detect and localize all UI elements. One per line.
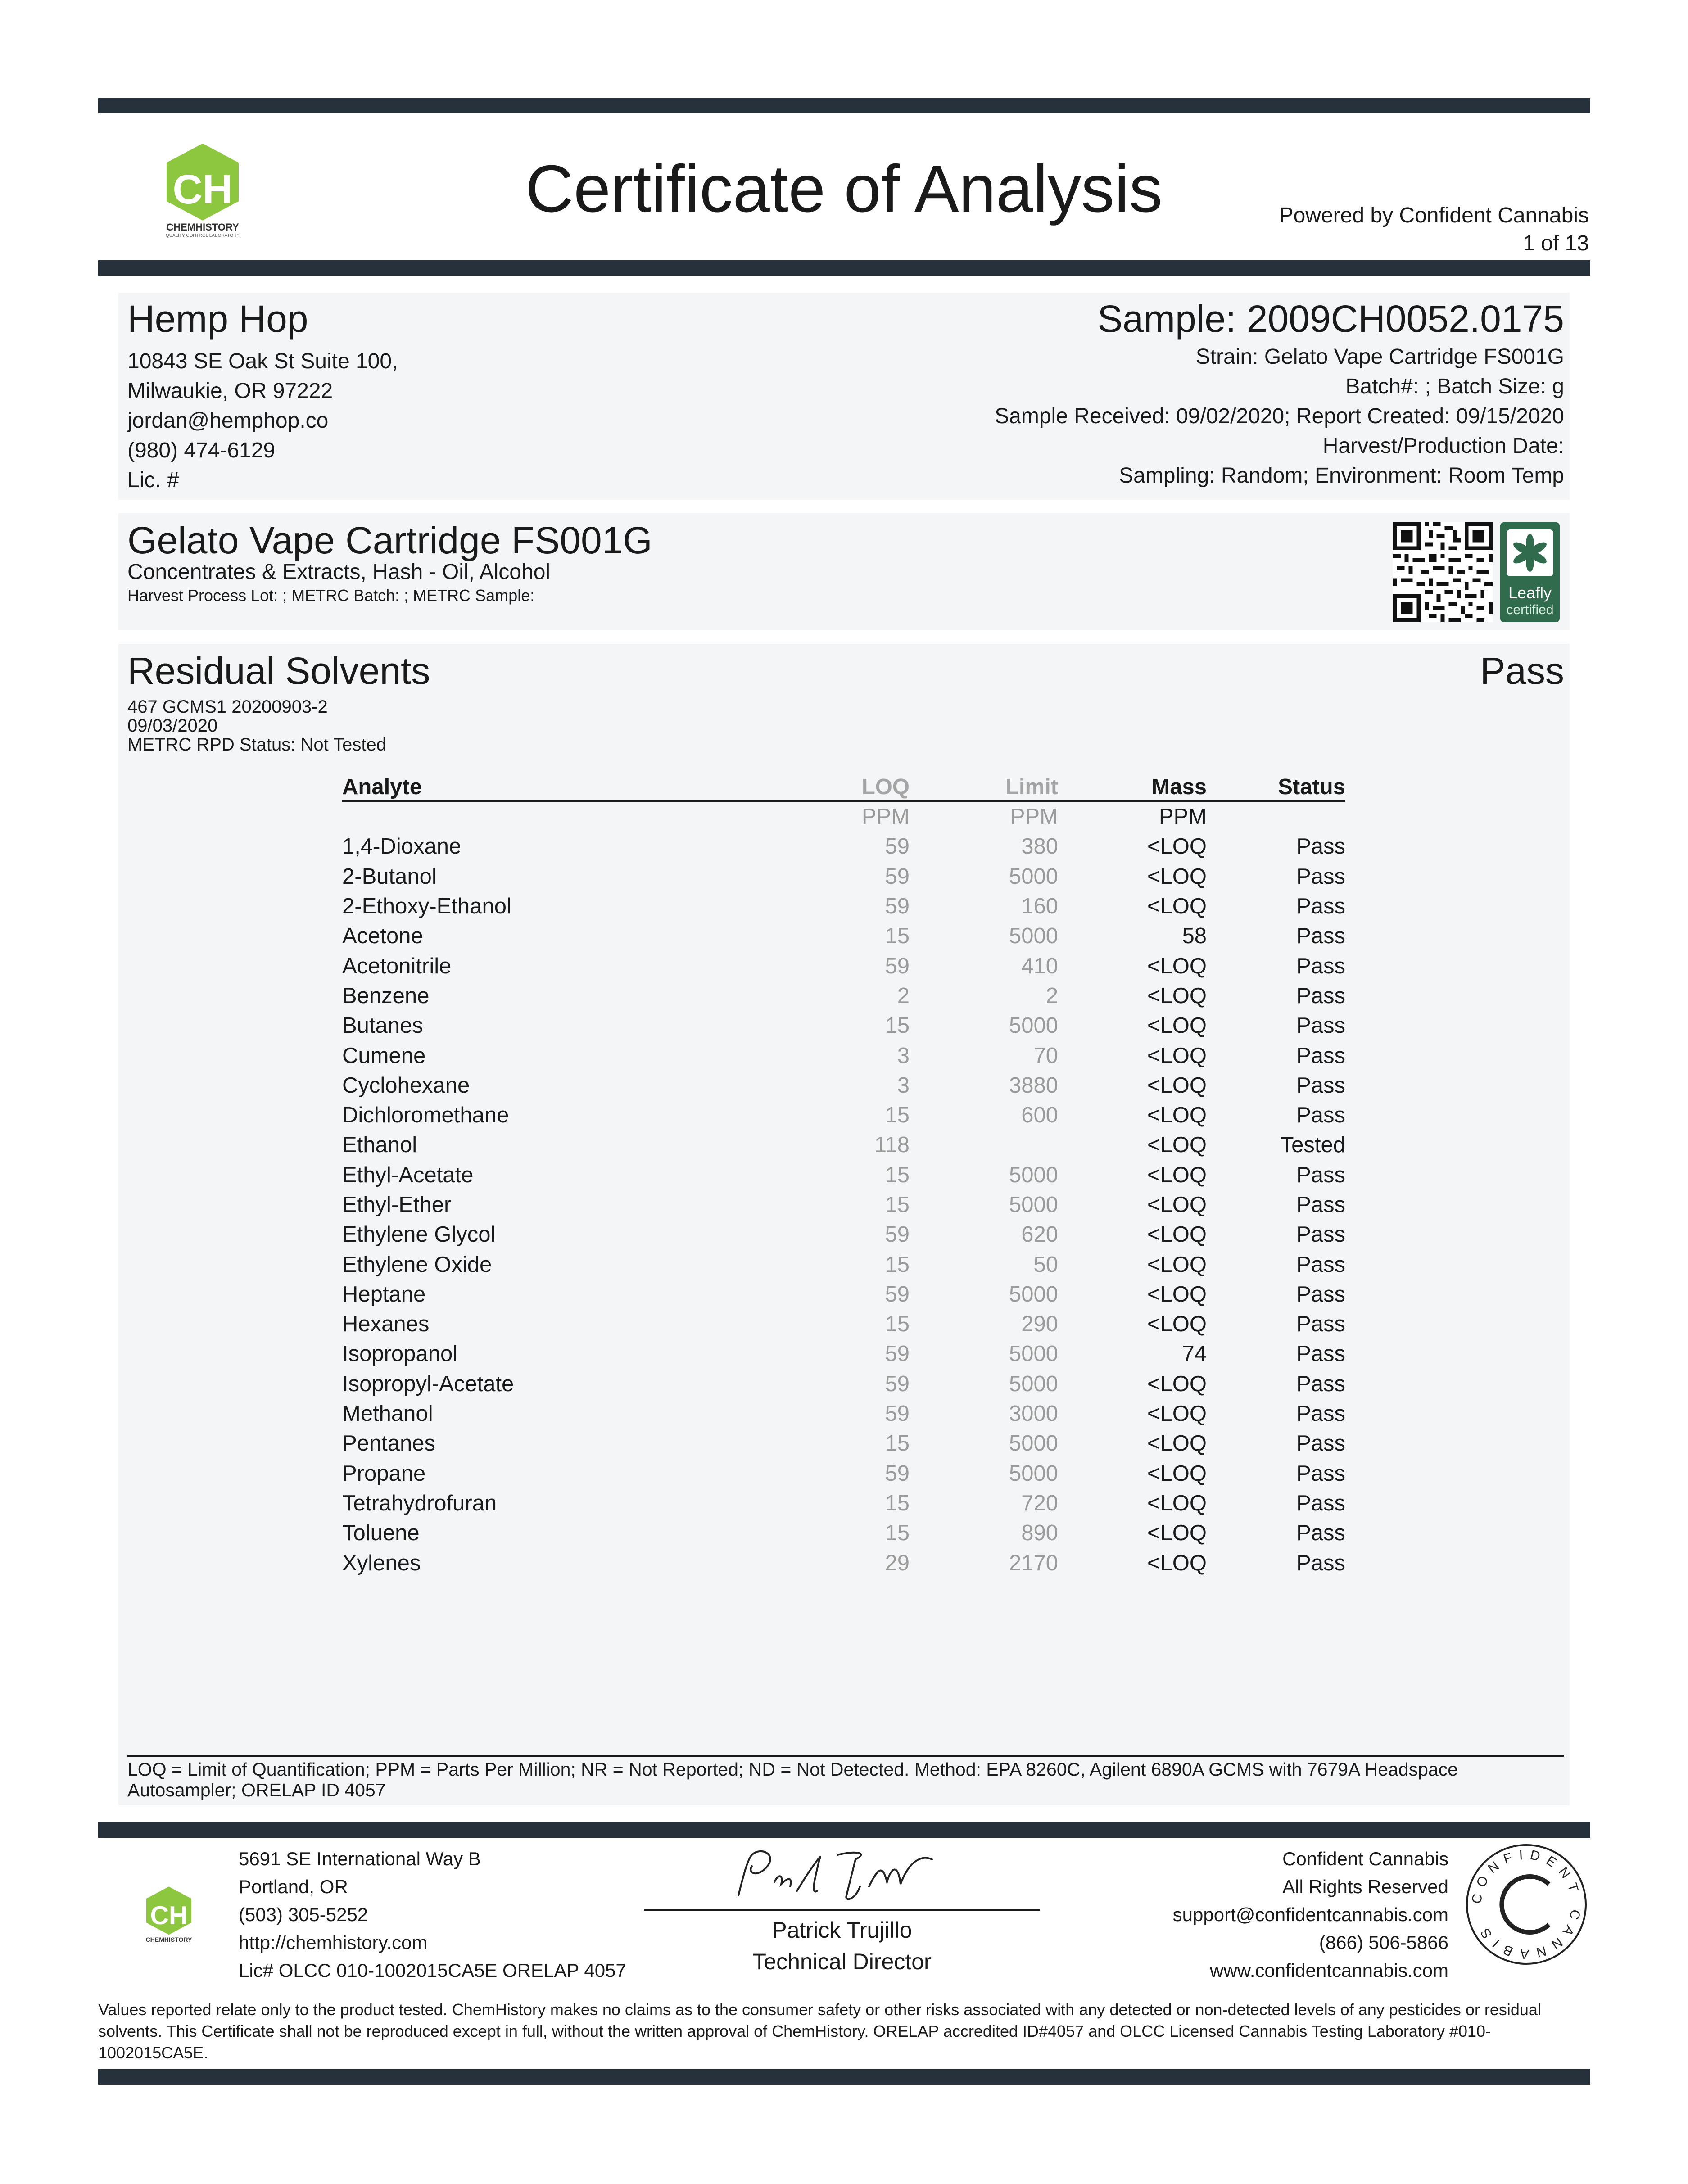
analyte-cell: Propane	[342, 1461, 426, 1486]
analyte-cell: Pentanes	[342, 1431, 436, 1456]
mass-cell: <LOQ	[1147, 1491, 1207, 1515]
leafly-certified-label: certified	[1506, 602, 1554, 617]
loq-cell: 15	[885, 1312, 910, 1337]
logo-subtext: QUALITY CONTROL LABORATORY	[166, 233, 240, 238]
lab-address-1: 5691 SE International Way B	[239, 1848, 481, 1869]
analyte-cell: Isopropanol	[342, 1342, 458, 1366]
analyte-cell: Xylenes	[342, 1551, 421, 1575]
table-row	[342, 1071, 1345, 1100]
mass-cell: <LOQ	[1147, 1252, 1207, 1277]
powered-by	[1279, 202, 1589, 258]
sample-strain: Strain: Gelato Vape Cartridge FS001G	[1195, 345, 1564, 369]
col-status: Status	[1207, 774, 1345, 801]
signature	[720, 1841, 955, 1909]
client-email: jordan@hemphop.co	[127, 409, 329, 433]
table-row	[342, 1429, 1345, 1458]
status-cell: Pass	[1296, 924, 1345, 949]
unit-mass: PPM	[1159, 805, 1207, 829]
table-row	[342, 1399, 1345, 1429]
signature-line	[644, 1909, 1040, 1911]
loq-cell: 59	[885, 1461, 910, 1486]
disclaimer: Values reported relate only to the product tested. ChemHistory makes no claims as to the consumer safety or other risks associated with any detected or non-detected levels of any pesticides or residual solvents. This Certificate shall not be reproduced except in full, without the written approval of ChemHistory. ORELAP accredited ID#4057 and OLCC Licensed Cannabis Testing Laboratory #010-1002015CA5E.	[98, 2000, 1541, 2062]
section-title: Residual Solvents	[127, 650, 430, 692]
analyte-cell: Butanes	[342, 1013, 423, 1038]
analyte-cell: 1,4-Dioxane	[342, 834, 462, 859]
table-row	[342, 1130, 1345, 1160]
loq-cell: 15	[885, 1491, 910, 1515]
status-cell: Pass	[1296, 1103, 1345, 1128]
limit-cell: 290	[1021, 1312, 1058, 1337]
client-phone: (980) 474-6129	[127, 439, 276, 462]
analyte-cell: Ethyl-Ether	[342, 1193, 452, 1217]
mass-cell: <LOQ	[1147, 1133, 1207, 1158]
logo-text: CHEMHISTORY	[166, 222, 239, 233]
status-cell: Pass	[1296, 1252, 1345, 1277]
limit-cell: 5000	[1009, 1371, 1058, 1396]
limit-cell: 5000	[1009, 1461, 1058, 1486]
limit-cell: 5000	[1009, 1013, 1058, 1038]
col-limit: Limit	[910, 774, 1058, 801]
status-cell: Pass	[1296, 1461, 1345, 1486]
limit-cell: 50	[1033, 1252, 1058, 1277]
unit-loq: PPM	[861, 805, 910, 829]
limit-cell: 5000	[1009, 1282, 1058, 1307]
table-row	[342, 1548, 1345, 1578]
leafly-label: Leafly	[1508, 583, 1552, 602]
analyte-cell: Ethylene Oxide	[342, 1252, 492, 1277]
analyte-cell: Acetonitrile	[342, 954, 452, 978]
status-cell: Pass	[1296, 1431, 1345, 1456]
limit-cell: 5000	[1009, 864, 1058, 889]
table-row	[342, 1100, 1345, 1130]
limit-cell: 5000	[1009, 924, 1058, 949]
sample-batch: Batch#: ; Batch Size: g	[1345, 375, 1564, 398]
product-name: Gelato Vape Cartridge FS001G	[127, 519, 652, 561]
loq-cell: 3	[897, 1043, 910, 1068]
mass-cell: <LOQ	[1147, 1371, 1207, 1396]
table-row	[342, 1190, 1345, 1220]
leafly-certified-badge	[1500, 522, 1560, 622]
limit-cell: 600	[1021, 1103, 1058, 1128]
client-name: Hemp Hop	[127, 298, 308, 340]
status-cell: Pass	[1296, 1043, 1345, 1068]
status-cell: Pass	[1296, 864, 1345, 889]
mass-cell: <LOQ	[1147, 1551, 1207, 1575]
table-row	[342, 921, 1345, 951]
status-cell: Pass	[1296, 1371, 1345, 1396]
mass-cell: <LOQ	[1147, 1402, 1207, 1426]
mass-cell: <LOQ	[1147, 1222, 1207, 1247]
loq-cell: 59	[885, 834, 910, 859]
loq-cell: 15	[885, 1103, 910, 1128]
status-cell: Pass	[1296, 1551, 1345, 1575]
analyte-cell: Tetrahydrofuran	[342, 1491, 497, 1515]
section-date: 09/03/2020	[127, 716, 218, 736]
lab-phone: (503) 305-5252	[239, 1904, 368, 1925]
status-cell: Pass	[1296, 834, 1345, 859]
mass-cell: <LOQ	[1147, 864, 1207, 889]
limit-cell: 160	[1021, 894, 1058, 919]
table-row	[342, 891, 1345, 921]
table-row	[342, 1518, 1345, 1548]
status-cell: Pass	[1296, 1312, 1345, 1337]
page-number: 1 of 13	[1523, 231, 1589, 255]
mass-cell: <LOQ	[1147, 1043, 1207, 1068]
analyte-cell: Hexanes	[342, 1312, 430, 1337]
cc-email[interactable]: support@confidentcannabis.com	[1172, 1904, 1448, 1925]
status-cell: Pass	[1296, 1193, 1345, 1217]
col-loq: LOQ	[747, 774, 910, 801]
cc-phone: (866) 506-5866	[1319, 1932, 1448, 1953]
loq-cell: 15	[885, 1193, 910, 1217]
table-row	[342, 1309, 1345, 1339]
mass-cell: <LOQ	[1147, 1312, 1207, 1337]
loq-cell: 15	[885, 924, 910, 949]
header-bar	[98, 260, 1590, 276]
mass-cell: <LOQ	[1147, 1162, 1207, 1187]
cc-website[interactable]: www.confidentcannabis.com	[1210, 1960, 1448, 1981]
status-cell: Tested	[1280, 1133, 1345, 1158]
status-cell: Pass	[1296, 1342, 1345, 1366]
sample-id: Sample: 2009CH0052.0175	[1097, 298, 1564, 340]
table-row	[342, 1488, 1345, 1518]
lab-license: Lic# OLCC 010-1002015CA5E ORELAP 4057	[239, 1960, 626, 1981]
loq-cell: 15	[885, 1013, 910, 1038]
mass-cell: 74	[1182, 1342, 1207, 1366]
limit-cell: 5000	[1009, 1342, 1058, 1366]
qr-code-icon	[1392, 522, 1493, 622]
section-run-id: 467 GCMS1 20200903-2	[127, 697, 328, 717]
limit-cell: 3880	[1009, 1073, 1058, 1098]
section-metrc-status: METRC RPD Status: Not Tested	[127, 735, 386, 755]
table-row	[342, 1280, 1345, 1309]
table-row	[342, 951, 1345, 981]
table-row	[342, 1011, 1345, 1040]
client-address-2: Milwaukie, OR 97222	[127, 379, 333, 403]
loq-cell: 59	[885, 1342, 910, 1366]
sample-dates: Sample Received: 09/02/2020; Report Created: 09/15/2020	[995, 404, 1564, 428]
loq-cell: 29	[885, 1551, 910, 1575]
loq-cell: 59	[885, 1371, 910, 1396]
status-cell: Pass	[1296, 954, 1345, 978]
analyte-cell: 2-Ethoxy-Ethanol	[342, 894, 511, 919]
analyte-cell: Methanol	[342, 1402, 433, 1426]
table-row	[342, 862, 1345, 891]
client-address-1: 10843 SE Oak St Suite 100,	[127, 349, 398, 373]
mass-cell: <LOQ	[1147, 1461, 1207, 1486]
limit-cell: 620	[1021, 1222, 1058, 1247]
loq-cell: 59	[885, 1402, 910, 1426]
mass-cell: <LOQ	[1147, 983, 1207, 1008]
status-cell: Pass	[1296, 1402, 1345, 1426]
table-row	[342, 1160, 1345, 1190]
status-cell: Pass	[1296, 1073, 1345, 1098]
mass-cell: <LOQ	[1147, 834, 1207, 859]
limit-cell: 3000	[1009, 1402, 1058, 1426]
table-row	[342, 832, 1345, 861]
loq-cell: 2	[897, 983, 910, 1008]
analyte-cell: Ethanol	[342, 1133, 417, 1158]
mass-cell: <LOQ	[1147, 1521, 1207, 1546]
loq-cell: 118	[874, 1133, 910, 1158]
status-cell: Pass	[1296, 983, 1345, 1008]
results-table	[342, 774, 1345, 1578]
section-status: Pass	[1480, 650, 1564, 692]
col-analyte: Analyte	[342, 774, 747, 801]
top-bar	[98, 98, 1590, 113]
sample-harvest: Harvest/Production Date:	[1322, 434, 1564, 458]
signer-title: Technical Director	[752, 1949, 932, 1974]
table-row	[342, 1249, 1345, 1279]
col-mass: Mass	[1058, 774, 1207, 801]
limit-cell: 380	[1021, 834, 1058, 859]
analyte-cell: Cumene	[342, 1043, 426, 1068]
mass-cell: <LOQ	[1147, 1073, 1207, 1098]
limit-cell: 5000	[1009, 1162, 1058, 1187]
analyte-cell: Benzene	[342, 983, 430, 1008]
unit-analyte	[342, 801, 747, 832]
mass-cell: <LOQ	[1147, 1282, 1207, 1307]
confident-cannabis-seal-icon	[1463, 1841, 1589, 1967]
powered-by-text: Powered by Confident Cannabis	[1279, 203, 1589, 227]
limit-cell: 5000	[1009, 1193, 1058, 1217]
status-cell: Pass	[1296, 894, 1345, 919]
footer-chemhistory-logo	[135, 1886, 203, 1949]
limit-cell: 720	[1021, 1491, 1058, 1515]
table-row	[342, 1040, 1345, 1070]
mass-cell: <LOQ	[1147, 1431, 1207, 1456]
limit-cell: 890	[1021, 1521, 1058, 1546]
table-row	[342, 1220, 1345, 1249]
loq-cell: 59	[885, 1282, 910, 1307]
product-lot: Harvest Process Lot: ; METRC Batch: ; METRC Sample:	[127, 586, 535, 605]
svg-text:CH: CH	[150, 1901, 188, 1930]
status-cell: Pass	[1296, 1162, 1345, 1187]
analyte-cell: Heptane	[342, 1282, 426, 1307]
cc-company: Confident Cannabis	[1282, 1848, 1448, 1869]
svg-text:CH: CH	[172, 167, 233, 213]
limit-cell: 410	[1021, 954, 1058, 978]
mass-cell: 58	[1182, 924, 1207, 949]
table-row	[342, 981, 1345, 1011]
table-header-row	[342, 774, 1345, 801]
footnote: LOQ = Limit of Quantification; PPM = Parts Per Million; NR = Not Reported; ND = Not Detected. Method: EPA 8260C, Agilent 6890A GCMS with 7679A Headspace Autosampler; ORELAP ID 4057	[127, 1755, 1564, 1800]
footer-logo-text: CHEMHISTORY	[145, 1936, 192, 1943]
units-row	[342, 801, 1345, 832]
sample-sampling: Sampling: Random; Environment: Room Temp	[1119, 464, 1564, 488]
status-cell: Pass	[1296, 1521, 1345, 1546]
limit-cell: 2	[1045, 983, 1058, 1008]
loq-cell: 59	[885, 1222, 910, 1247]
client-license: Lic. #	[127, 468, 179, 492]
unit-status	[1207, 801, 1345, 832]
product-category: Concentrates & Extracts, Hash - Oil, Alcohol	[127, 560, 551, 584]
cc-rights: All Rights Reserved	[1282, 1876, 1448, 1897]
analyte-cell: 2-Butanol	[342, 864, 437, 889]
analyte-cell: Acetone	[342, 924, 423, 949]
loq-cell: 15	[885, 1521, 910, 1546]
mass-cell: <LOQ	[1147, 894, 1207, 919]
analyte-cell: Dichloromethane	[342, 1103, 509, 1128]
signer-name: Patrick Trujillo	[772, 1917, 912, 1943]
loq-cell: 15	[885, 1252, 910, 1277]
table-row	[342, 1369, 1345, 1399]
bottom-bar	[98, 2069, 1590, 2085]
analyte-cell: Ethyl-Acetate	[342, 1162, 474, 1187]
analyte-cell: Toluene	[342, 1521, 420, 1546]
limit-cell	[910, 1130, 1058, 1160]
analyte-cell: Ethylene Glycol	[342, 1222, 496, 1247]
analyte-cell: Cyclohexane	[342, 1073, 470, 1098]
unit-limit: PPM	[1010, 805, 1058, 829]
limit-cell: 5000	[1009, 1431, 1058, 1456]
status-cell: Pass	[1296, 1282, 1345, 1307]
loq-cell: 59	[885, 894, 910, 919]
page-title: Certificate of Analysis	[525, 152, 1163, 226]
status-cell: Pass	[1296, 1491, 1345, 1515]
mass-cell: <LOQ	[1147, 1193, 1207, 1217]
limit-cell: 70	[1033, 1043, 1058, 1068]
loq-cell: 15	[885, 1162, 910, 1187]
limit-cell: 2170	[1009, 1551, 1058, 1575]
loq-cell: 59	[885, 954, 910, 978]
status-cell: Pass	[1296, 1013, 1345, 1038]
analyte-cell: Isopropyl-Acetate	[342, 1371, 514, 1396]
mass-cell: <LOQ	[1147, 1013, 1207, 1038]
mass-cell: <LOQ	[1147, 954, 1207, 978]
table-row	[342, 1339, 1345, 1369]
mass-cell: <LOQ	[1147, 1103, 1207, 1128]
footer-bar	[98, 1822, 1590, 1838]
lab-address-2: Portland, OR	[239, 1876, 348, 1897]
loq-cell: 59	[885, 864, 910, 889]
loq-cell: 3	[897, 1073, 910, 1098]
leafly-leaf-icon	[1500, 526, 1560, 580]
table-row	[342, 1459, 1345, 1488]
loq-cell: 15	[885, 1431, 910, 1456]
svg-text:CONFIDENT CANNABIS: CONFIDENT CANNABIS	[1469, 1847, 1584, 1962]
lab-website[interactable]: http://chemhistory.com	[239, 1932, 428, 1953]
status-cell: Pass	[1296, 1222, 1345, 1247]
